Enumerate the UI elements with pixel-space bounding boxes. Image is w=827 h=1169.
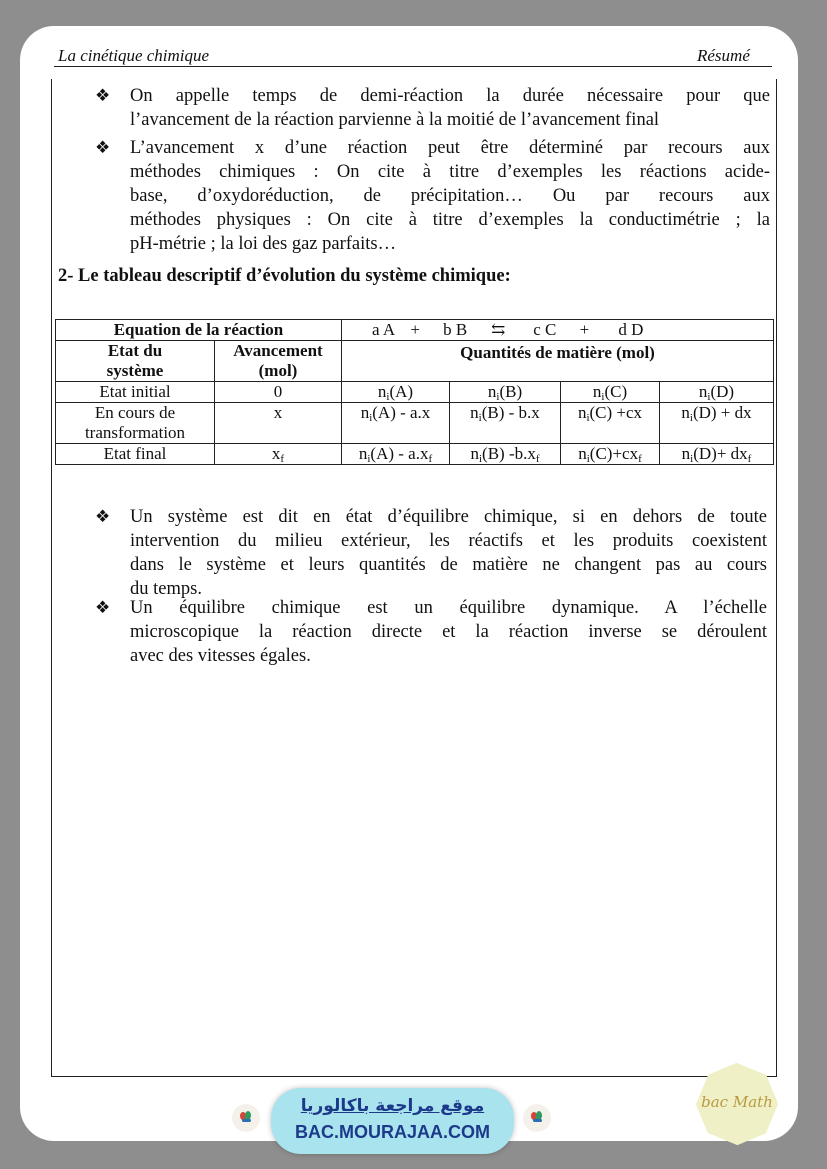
header-rule <box>54 66 772 67</box>
site-banner[interactable] <box>271 1088 514 1154</box>
header-title: La cinétique chimique <box>58 46 210 65</box>
equilibrium-arrow-icon: ⇆ <box>491 320 506 339</box>
bullet-methods: L’avancement x d’une réaction peut être déterminé par recours aux méthodes chimiques : On cite à titre d’exemples les réactions acide- base, d’oxydoréduction, de précipitation… Ou par recours aux méthodes physiques : On cite à titre d’exemples la conductimétrie ; la pH-métrie ; la loi des gaz parfaits… <box>130 138 770 254</box>
table-row <box>56 403 774 444</box>
bullet-half-reaction: On appelle temps de demi-réaction la durée nécessaire pour que l’avancement de la réaction parvienne à la moitié de l’avancement final <box>130 86 770 130</box>
cell-transform-b: $n_i(B) - b.x$ <box>450 403 561 444</box>
header-state: Etat du système <box>56 341 215 382</box>
cell-final-c: $n_i(C)+cx_f$ <box>561 444 660 465</box>
cell-transform-a: $n_i(A) - a.x$ <box>342 403 450 444</box>
site-name-arabic[interactable]: موقع مراجعة باكالوريا <box>300 1096 485 1116</box>
header-advancement: Avancement (mol) <box>215 341 342 382</box>
bullet-equilibrium: Un système est dit en état d’équilibre chimique, si en dehors de toute intervention du milieu extérieur, les réactifs et les produits coexistent dans le système et leurs quantités de matière ne changent pas au cours du temps. <box>130 507 767 599</box>
bullet-icon: ❖ <box>95 507 111 526</box>
bullet-dynamic: Un équilibre chimique est un équilibre dynamique. A l’échelle microscopique la réaction directe et la réaction inverse se déroulent avec des vitesses égales. <box>130 598 767 666</box>
advancement-initial: 0 <box>215 382 342 403</box>
table-row <box>56 320 774 341</box>
section-title: 2- Le tableau descriptif d’évolution du système chimique: <box>58 266 511 286</box>
site-url-link[interactable]: BAC.MOURAJAA.COM <box>295 1122 490 1142</box>
bullet-icon: ❖ <box>95 598 111 617</box>
state-transform: En cours de transformation <box>56 403 215 444</box>
cell-initial-c: $n_i(C)$ <box>561 382 660 403</box>
table-row <box>56 382 774 403</box>
cell-transform-c: $n_i(C) +cx$ <box>561 403 660 444</box>
cell-initial-b: $n_i(B)$ <box>450 382 561 403</box>
table-row <box>56 444 774 465</box>
badge-label: bac Math <box>701 1093 773 1111</box>
cell-final-d: $n_i(D)+ dx_f$ <box>660 444 774 465</box>
site-logo-icon <box>232 1104 260 1132</box>
cell-initial-d: $n_i(D)$ <box>660 382 774 403</box>
reaction-equation: a A + b B ⇆ c C + d D <box>342 320 774 341</box>
bullet-icon: ❖ <box>95 138 111 157</box>
equation-label: Equation de la réaction <box>56 320 342 341</box>
cell-transform-d: $n_i(D)$ + dx <box>660 403 774 444</box>
advancement-final: $x_f$ <box>215 444 342 465</box>
state-initial: Etat initial <box>56 382 215 403</box>
header-quantities: Quantités de matière (mol) <box>342 341 774 382</box>
evolution-table <box>55 319 774 465</box>
state-final: Etat final <box>56 444 215 465</box>
cell-final-b: $n_i(B)$ $-b.x_f$ <box>450 444 561 465</box>
site-logo-icon <box>523 1104 551 1132</box>
table-row <box>56 341 774 382</box>
bullet-icon: ❖ <box>95 86 111 105</box>
cell-final-a: $n_i(A) - a.x_f$ <box>342 444 450 465</box>
advancement-transform: x <box>215 403 342 444</box>
cell-initial-a: $n_i(A)$ <box>342 382 450 403</box>
header-section: Résumé <box>697 46 750 65</box>
